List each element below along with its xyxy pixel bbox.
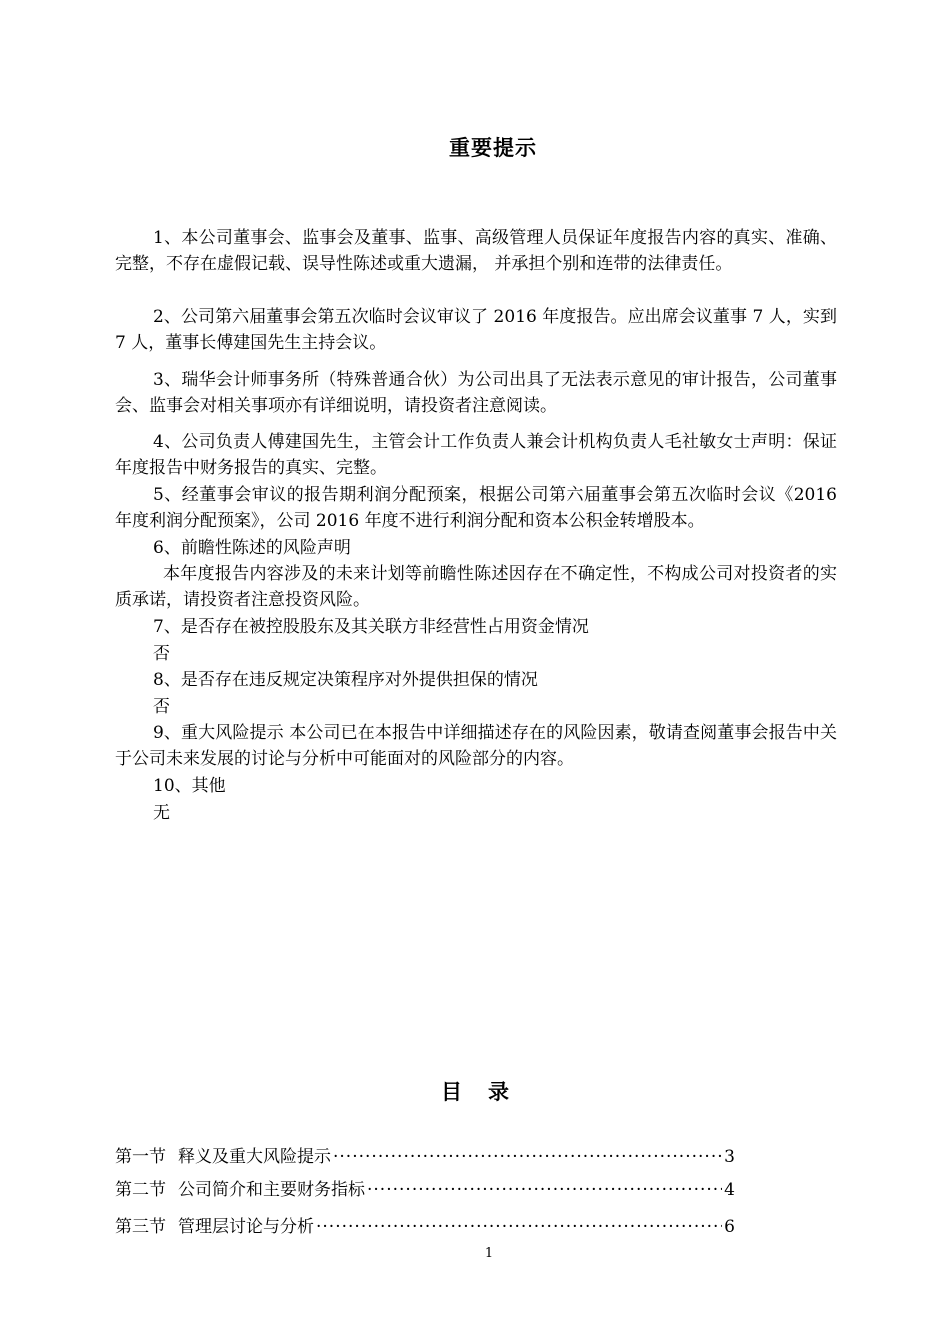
toc-entry[interactable]	[115, 1214, 735, 1240]
toc-section-number: 第三节	[115, 1217, 166, 1237]
notice-item-5: 5、经董事会审议的报告期利润分配预案，根据公司第六届董事会第五次临时会议《2016 年度利润分配预案》，公司 2016 年度不进行利润分配和资本公积金转增股本。	[115, 485, 837, 531]
toc-section-label: 释义及重大风险提示	[178, 1147, 331, 1167]
notice-item-7: 7、是否存在被控股股东及其关联方非经营性占用资金情况	[153, 617, 589, 637]
notice-item-6: 6、前瞻性陈述的风险声明	[153, 538, 351, 558]
notice-item-8: 8、是否存在违反规定决策程序对外提供担保的情况	[153, 670, 538, 690]
notice-item-4: 4、公司负责人傅建国先生，主管会计工作负责人兼会计机构负责人毛社敏女士声明：保证年度报告中财务报告的真实、完整。	[115, 432, 837, 478]
notice-item-6-text: 本年度报告内容涉及的未来计划等前瞻性陈述因存在不确定性，不构成公司对投资者的实质承诺，请投资者注意投资风险。	[115, 564, 837, 610]
notice-item-7-answer: 否	[153, 644, 170, 664]
toc-entry[interactable]	[115, 1144, 735, 1170]
toc-leader-dots	[316, 1214, 722, 1240]
notice-item-3: 3、瑞华会计师事务所（特殊普通合伙）为公司出具了无法表示意见的审计报告，公司董事会、监事会对相关事项亦有详细说明，请投资者注意阅读。	[115, 370, 837, 416]
toc-leader-dots	[333, 1144, 722, 1170]
toc-entry[interactable]	[115, 1177, 735, 1203]
page-number: 1	[484, 1246, 494, 1261]
toc-title: 目录	[441, 1080, 535, 1104]
notice-item-2: 2、公司第六届董事会第五次临时会议审议了 2016 年度报告。应出席会议董事 7 人，实到 7 人，董事长傅建国先生主持会议。	[115, 307, 837, 353]
notice-title: 重要提示	[449, 136, 537, 160]
notice-item-10: 10、其他	[153, 776, 226, 796]
notice-item-1: 1、本公司董事会、监事会及董事、监事、高级管理人员保证年度报告内容的真实、准确、完整，不存在虚假记载、误导性陈述或重大遗漏， 并承担个别和连带的法律责任。	[115, 228, 837, 274]
toc-leader-dots	[367, 1177, 722, 1203]
toc-section-label: 公司简介和主要财务指标	[178, 1180, 365, 1200]
toc-section-label: 管理层讨论与分析	[178, 1217, 314, 1237]
toc-page-number: 6	[724, 1217, 735, 1237]
toc-page-number: 4	[724, 1180, 735, 1200]
notice-item-10-answer: 无	[153, 803, 170, 823]
notice-item-8-answer: 否	[153, 697, 170, 717]
toc-section-number: 第一节	[115, 1147, 166, 1167]
toc-page-number: 3	[724, 1147, 735, 1167]
notice-item-9: 9、重大风险提示 本公司已在本报告中详细描述存在的风险因素，敬请查阅董事会报告中关于公司未来发展的讨论与分析中可能面对的风险部分的内容。	[115, 723, 837, 769]
toc-section-number: 第二节	[115, 1180, 166, 1200]
